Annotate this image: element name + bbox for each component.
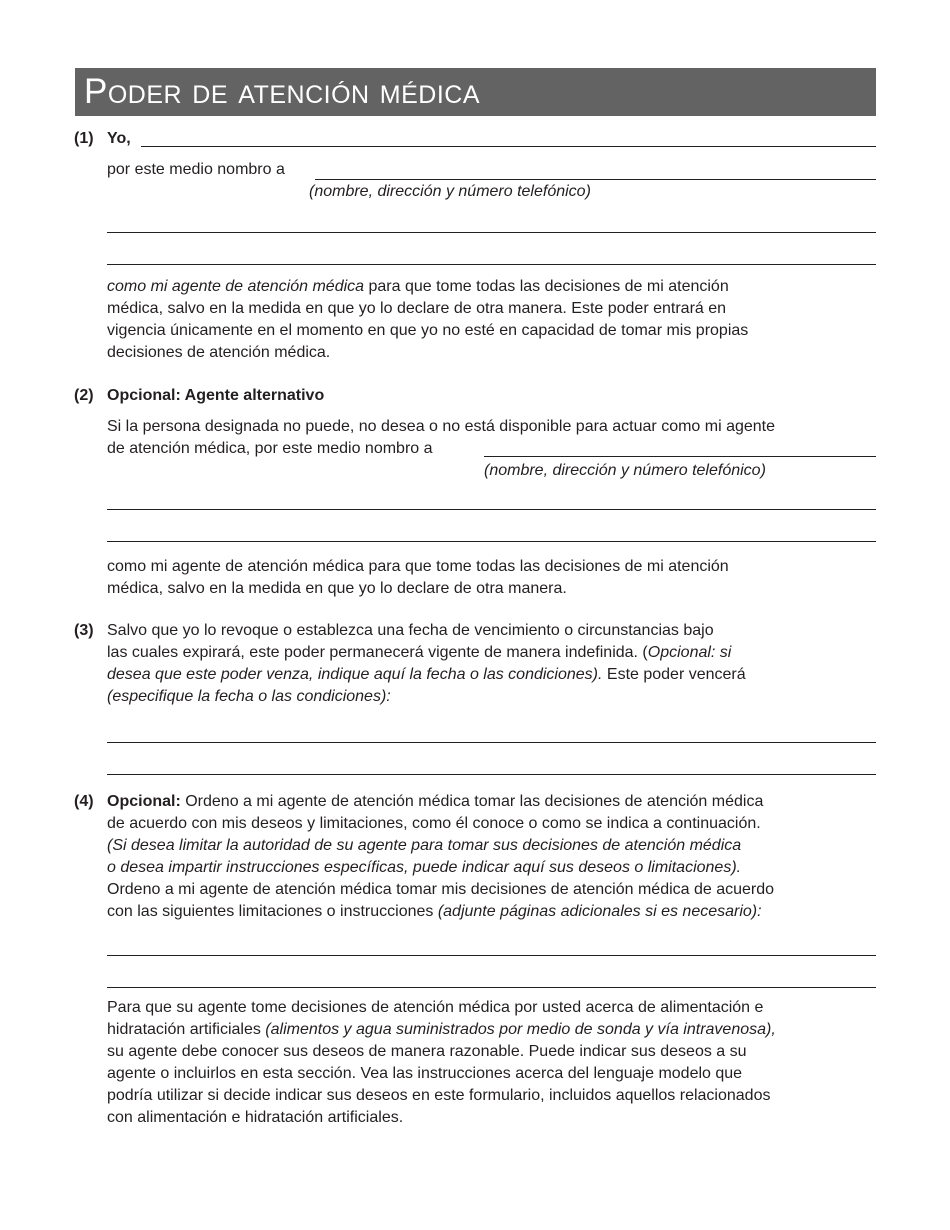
expiration-line-1[interactable] (107, 742, 876, 743)
alternate-agent-name-line[interactable] (484, 456, 876, 457)
agent-info-hint: (nombre, dirección y número telefónico) (309, 183, 591, 200)
title-bar (75, 68, 876, 116)
section-2-line-1: Si la persona designada no puede, no desea o no está disponible para actuar como mi agente (107, 418, 776, 435)
principal-name-line[interactable] (141, 146, 876, 147)
section-2-para-line-2: médica, salvo en la medida en que yo lo declare de otra manera. (107, 580, 567, 597)
section-4-number: (4) (74, 793, 94, 810)
section-2-heading: Opcional: Agente alternativo (107, 387, 325, 404)
section-3-paragraph (107, 620, 879, 708)
section-4-line-6a: con las siguientes limitaciones o instrucciones (107, 903, 438, 920)
agent-info-line-2[interactable] (107, 232, 876, 233)
note-line-5: podría utilizar si decide indicar sus deseos en este formulario, incluidos aquellos relacionados (107, 1087, 771, 1104)
section-1-line-3: vigencia únicamente en el momento en que yo no esté en capacidad de tomar mis propias (107, 322, 749, 339)
page-title: Poder de atención médica (84, 72, 481, 111)
agent-term-italic: como mi agente de atención médica (107, 278, 365, 295)
section-4-paragraph (107, 791, 879, 923)
section-1-number: (1) (74, 130, 94, 147)
instructions-line-2[interactable] (107, 987, 876, 988)
section-3-line-3a: desea que este poder venza, indique aquí la fecha o las condiciones). (107, 666, 603, 683)
section-1-line-1: para que tome todas las decisiones de mi atención (364, 278, 729, 295)
alternate-agent-info-line-2[interactable] (107, 509, 876, 510)
note-line-4: agente o incluirlos en esta sección. Vea las instrucciones acerca del lenguaje modelo que (107, 1065, 743, 1082)
section-3-line-2b: Opcional: si (647, 644, 732, 661)
section-3-number: (3) (74, 622, 94, 639)
instructions-line-1[interactable] (107, 955, 876, 956)
section-2-line-2: de atención médica, por este medio nombro a (107, 440, 433, 457)
section-4-line-4: o desea impartir instrucciones específicas, puede indicar aquí sus deseos o limitaciones). (107, 859, 742, 876)
section-1-line-2: médica, salvo en la medida en que yo lo declare de otra manera. Este poder entrará en (107, 300, 727, 317)
note-line-3: su agente debe conocer sus deseos de manera razonable. Puede indicar sus deseos a su (107, 1043, 747, 1060)
section-3-line-1: Salvo que yo lo revoque o establezca una fecha de vencimiento o circunstancias bajo (107, 622, 714, 639)
section-4-line-1: Ordeno a mi agente de atención médica tomar las decisiones de atención médica (180, 793, 764, 810)
alternate-agent-info-hint: (nombre, dirección y número telefónico) (484, 462, 766, 479)
section-4-line-3: (Si desea limitar la autoridad de su agente para tomar sus decisiones de atención médica (107, 837, 742, 854)
agent-name-line[interactable] (315, 179, 876, 180)
section-4-line-6b: (adjunte páginas adicionales si es necesario): (437, 903, 762, 920)
section-2-paragraph (107, 556, 879, 600)
section-3-line-2a: las cuales expirará, este poder permanecerá vigente de manera indefinida. ( (107, 644, 648, 661)
agent-info-line-3[interactable] (107, 264, 876, 265)
note-line-6: con alimentación e hidratación artificiales. (107, 1109, 404, 1126)
section-4-line-5: Ordeno a mi agente de atención médica tomar mis decisiones de atención médica de acuerdo (107, 881, 775, 898)
section-4-line-2: de acuerdo con mis deseos y limitaciones, como él conoce o como se indica a continuación. (107, 815, 761, 832)
section-3-line-4: (especifique la fecha o las condiciones): (107, 688, 391, 705)
section-4-note (107, 997, 879, 1129)
section-3-line-3b: Este poder vencerá (602, 666, 746, 683)
section-1-paragraph (107, 276, 879, 364)
note-line-2a: hidratación artificiales (107, 1021, 266, 1038)
section-4-optional-label: Opcional: (107, 793, 181, 810)
expiration-line-2[interactable] (107, 774, 876, 775)
section-2-para-line-1: como mi agente de atención médica para que tome todas las decisiones de mi atención (107, 558, 729, 575)
alternate-agent-info-line-3[interactable] (107, 541, 876, 542)
section-2-intro (107, 416, 879, 460)
agent-nomination-label: por este medio nombro a (107, 161, 285, 178)
note-line-1: Para que su agente tome decisiones de atención médica por usted acerca de alimentación e (107, 999, 764, 1016)
section-1-yo-label: Yo, (107, 130, 131, 147)
section-2-number: (2) (74, 387, 94, 404)
note-line-2b: (alimentos y agua suministrados por medio de sonda y vía intravenosa), (265, 1021, 776, 1038)
section-1-line-4: decisiones de atención médica. (107, 344, 331, 361)
